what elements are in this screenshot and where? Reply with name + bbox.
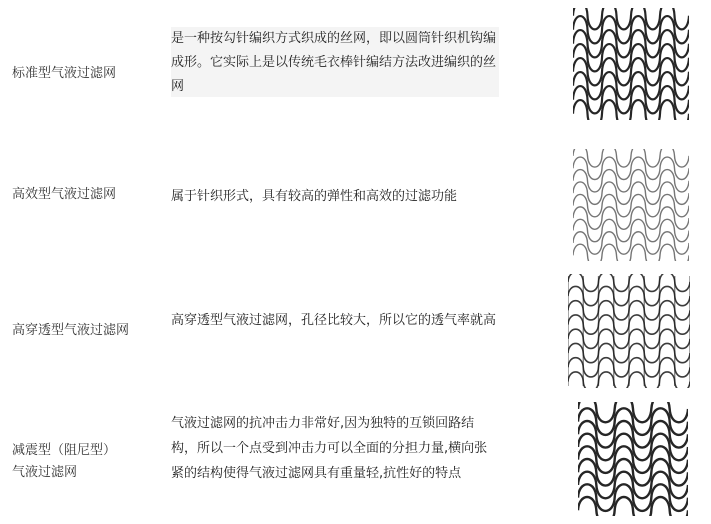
mesh-type-name: 高效型气液过滤网 [12, 187, 117, 202]
mesh-type-name: 标准型气液过滤网 [12, 66, 117, 81]
mesh-type-name: 高穿透型气液过滤网 [12, 323, 130, 338]
mesh-type-description: 高穿透型气液过滤网，孔径比较大，所以它的透气率就高 [171, 313, 497, 328]
mesh-type-description: 是一种按勾针编织方式织成的丝网，即以圆筒针织机钩编成形。它实际上是以传统毛衣棒针编结方法改进编织的丝网 [171, 27, 499, 97]
mesh-type-name-line2: 气液过滤网 [12, 465, 78, 480]
knitted-mesh-high-penetration-icon [568, 274, 690, 388]
mesh-row-high-efficiency [0, 125, 711, 265]
mesh-type-description: 气液过滤网的抗冲击力非常好,因为独特的互锁回路结构，所以一个点受到冲击力可以全面的分担力量,横向张紧的结构使得气液过滤网具有重量轻,抗性好的特点 [171, 416, 488, 481]
mesh-type-name-line1: 减震型（阻尼型） [12, 443, 117, 458]
knitted-mesh-high-efficiency-icon [573, 149, 689, 261]
mesh-row-high-penetration [0, 265, 711, 390]
mesh-row-damping [0, 390, 711, 524]
knitted-mesh-damping-icon [578, 402, 688, 516]
mesh-type-description: 属于针织形式，具有较高的弹性和高效的过滤功能 [171, 189, 458, 204]
mesh-row-standard [0, 0, 711, 125]
mesh-type-name [12, 440, 116, 484]
knitted-mesh-standard-icon [573, 8, 689, 120]
